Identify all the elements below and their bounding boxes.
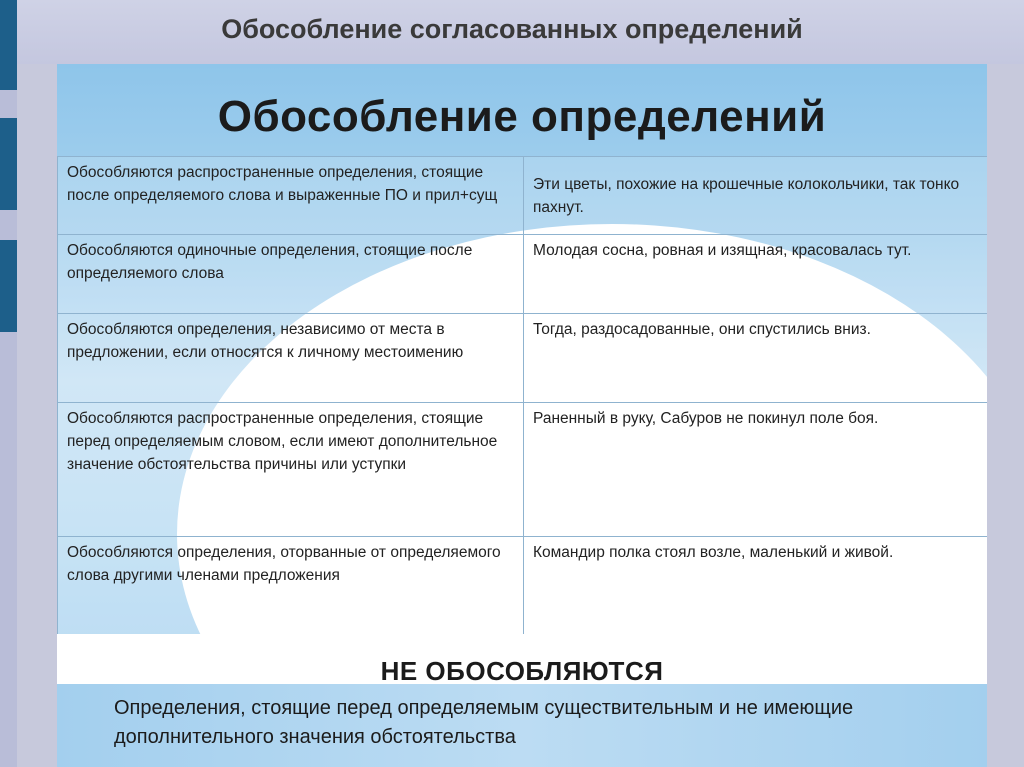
- rule-cell: Обособляются одиночные определения, стоящие после определяемого слова: [58, 235, 524, 314]
- slide-title: Обособление определений: [217, 92, 827, 141]
- example-cell: Раненный в руку, Сабуров не покинул поле боя.: [524, 403, 988, 537]
- decor-stripe: [0, 118, 17, 210]
- rules-table: [57, 156, 987, 637]
- example-cell: Молодая сосна, ровная и изящная, красовалась тут.: [524, 235, 988, 314]
- rule-cell: Обособляются распространенные определения, стоящие перед определяемым словом, если имеют дополнительное значение обстоятельства причины или уступки: [58, 403, 524, 537]
- table-row: [58, 157, 988, 235]
- table-row: [58, 314, 988, 403]
- slide: [57, 64, 987, 767]
- example-cell: Тогда, раздосадованные, они спустились вниз.: [524, 314, 988, 403]
- decor-stripe: [0, 0, 17, 90]
- example-cell: Эти цветы, похожие на крошечные колокольчики, так тонко пахнут.: [524, 157, 988, 235]
- rule-cell: Обособляются определения, оторванные от определяемого слова другими членами предложения: [58, 537, 524, 637]
- not-separated-text: Определения, стоящие перед определяемым существительным и не имеющие дополнительного значения обстоятельства: [114, 697, 854, 748]
- rule-cell: Обособляются определения, независимо от места в предложении, если относятся к личному местоимению: [58, 314, 524, 403]
- example-cell: Командир полка стоял возле, маленький и живой.: [524, 537, 988, 637]
- table-row: [58, 403, 988, 537]
- frame-left: [17, 64, 57, 767]
- decor-stripe: [0, 240, 17, 332]
- not-separated-heading: НЕ ОБОСОБЛЯЮТСЯ: [380, 656, 664, 686]
- table-row: [58, 537, 988, 637]
- page-title: Обособление согласованных определений: [221, 14, 803, 44]
- frame-right: [987, 64, 1024, 767]
- rule-cell: Обособляются распространенные определения, стоящие после определяемого слова и выраженные ПО и прил+сущ: [58, 157, 524, 235]
- table-row: [58, 235, 988, 314]
